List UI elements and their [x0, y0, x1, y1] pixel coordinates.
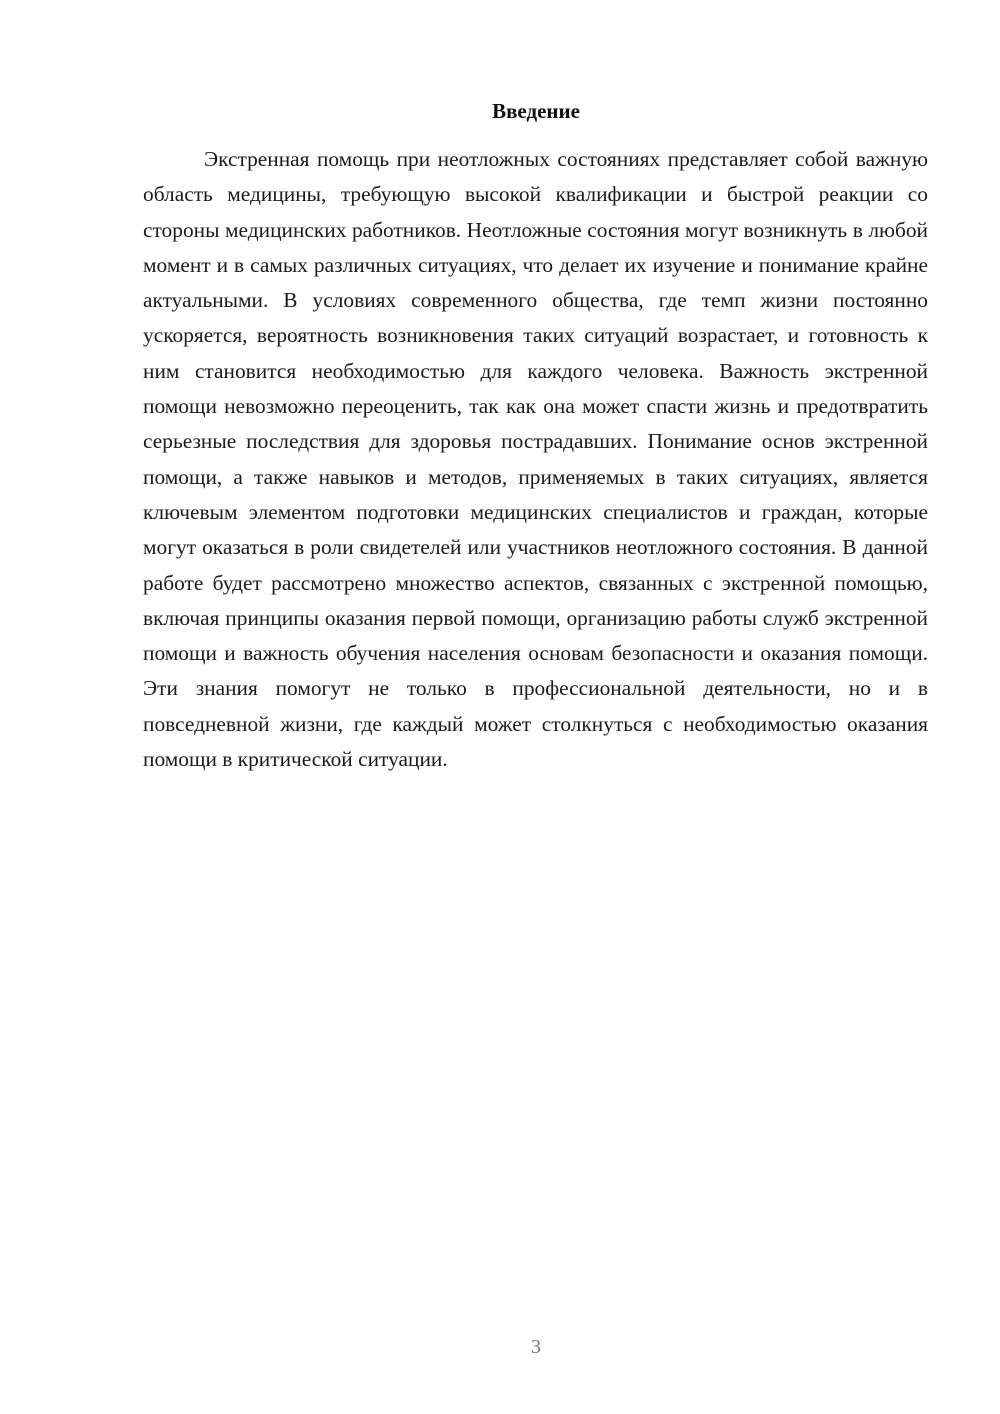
body-paragraph: Экстренная помощь при неотложных состояниях представляет собой важную область медицины, требующую высокой квалификации и быстрой реакции со стороны медицинских работников. Неотложные состояния могут возникнуть в любой момент и в самых различных ситуациях, что делает их изучение и понимание крайне актуальными. В условиях современного общества, где темп жизни постоянно ускоряется, вероятность возникновения таких ситуаций возрастает, и готовность к ним становится необходимостью для каждого человека. Важность экстренной помощи невозможно переоценить, так как она может спасти жизнь и предотвратить серьезные последствия для здоровья пострадавших. Понимание основ экстренной помощи, а также навыков и методов, применяемых в таких ситуациях, является ключевым элементом подготовки медицинских специалистов и граждан, которые могут оказаться в роли свидетелей или участников неотложного состояния. В данной работе будет рассмотрено множество аспектов, связанных с экстренной помощью, включая принципы оказания первой помощи, организацию работы служб экстренной помощи и важность обучения населения основам безопасности и оказания помощи. Эти знания помогут не только в профессиональной деятельности, но и в повседневной жизни, где каждый может столкнуться с необходимостью оказания помощи в критической ситуации.: [143, 147, 928, 772]
section-heading: Введение: [492, 99, 580, 123]
page-number: 3: [531, 1336, 541, 1358]
